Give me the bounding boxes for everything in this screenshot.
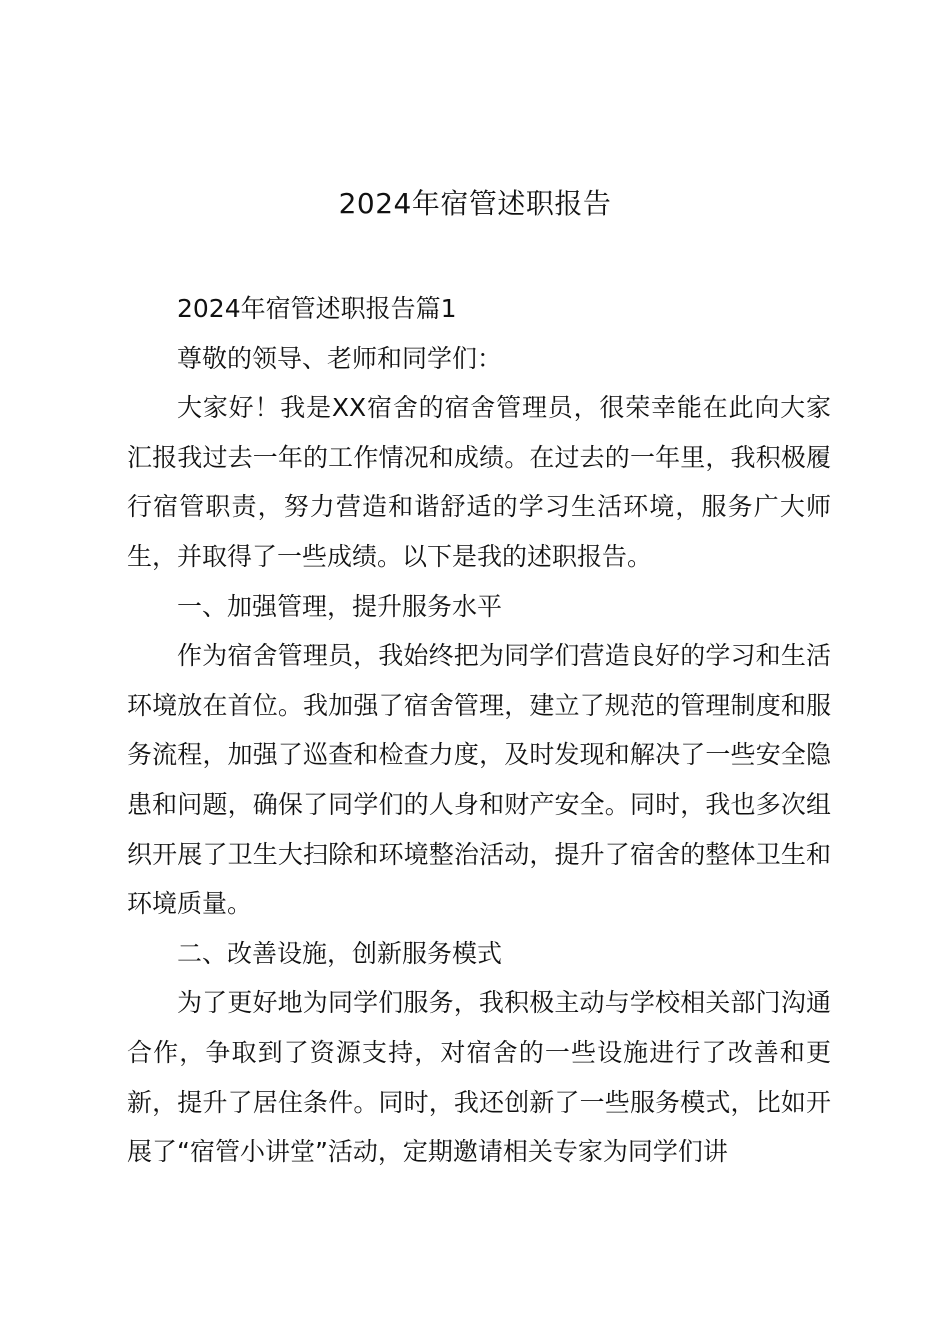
section-heading: 一、加强管理，提升服务水平 [177, 591, 503, 621]
section-heading: 2024年宿管述职报告篇1 [177, 294, 457, 323]
section-heading: 二、改善设施，创新服务模式 [177, 938, 503, 968]
salutation: 尊敬的领导、老师和同学们： [177, 343, 503, 373]
document-title: 2024年宿管述职报告 [338, 187, 612, 220]
body-paragraph: 为了更好地为同学们服务，我积极主动与学校相关部门沟通合作，争取到了资源支持，对宿舍的一些设施进行了改善和更新，提升了居住条件。同时，我还创新了一些服务模式，比如开展了“宿管小讲堂”活动，定期邀请相关专家为同学们讲 [127, 988, 831, 1167]
body-paragraph: 作为宿舍管理员，我始终把为同学们营造良好的学习和生活环境放在首位。我加强了宿舍管理，建立了规范的管理制度和服务流程，加强了巡查和检查力度，及时发现和解决了一些安全隐患和问题，确保了同学们的人身和财产安全。同时，我也多次组织开展了卫生大扫除和环境整治活动，提升了宿舍的整体卫生和环境质量。 [127, 641, 831, 919]
document-body [127, 284, 831, 1177]
body-paragraph: 大家好！我是XX宿舍的宿舍管理员，很荣幸能在此向大家汇报我过去一年的工作情况和成绩。在过去的一年里，我积极履行宿管职责，努力营造和谐舒适的学习生活环境，服务广大师生，并取得了一些成绩。以下是我的述职报告。 [127, 393, 831, 571]
